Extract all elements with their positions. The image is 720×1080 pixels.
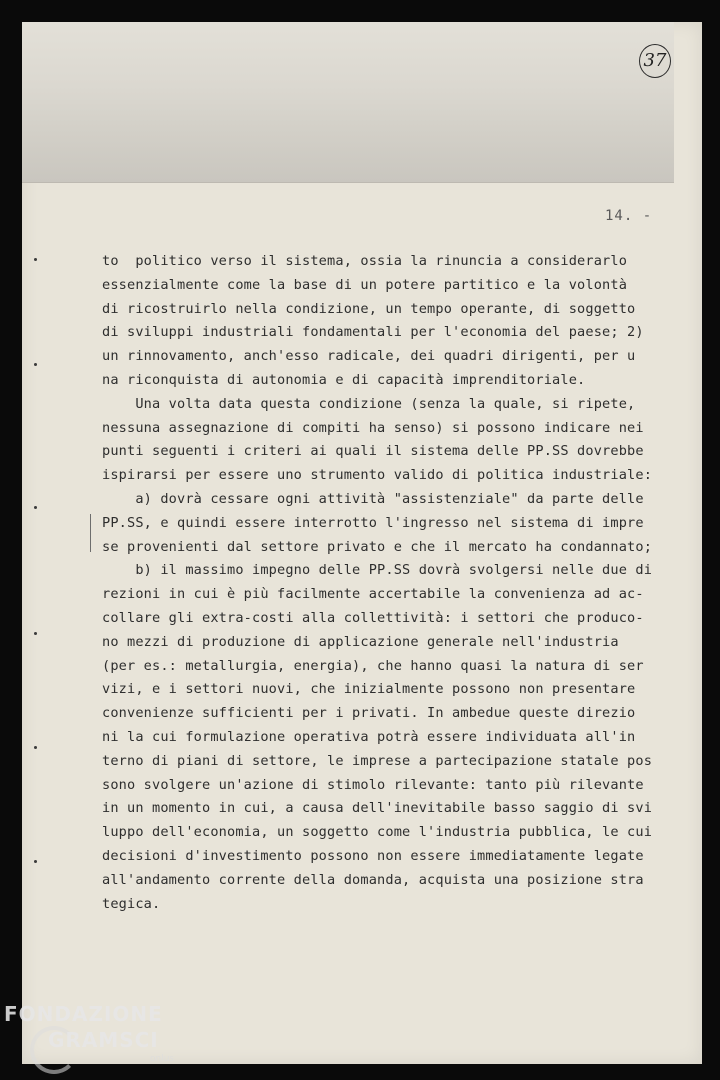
- typed-body-text: [102, 250, 672, 916]
- text-line: un rinnovamento, anch'esso radicale, dei quadri dirigenti, per u: [102, 348, 636, 365]
- text-line: nessuna assegnazione di compiti ha senso) si possono indicare nei: [102, 419, 644, 436]
- logo-line-2: GRAMSCI: [48, 1028, 159, 1052]
- margin-dot: [34, 860, 37, 863]
- text-line: decisioni d'investimento possono non essere immediatamente legate: [102, 847, 644, 864]
- margin-dot: [34, 363, 37, 366]
- text-line: to politico verso il sistema, ossia la rinuncia a considerarlo: [102, 253, 628, 269]
- text-line: sono svolgere un'azione di stimolo rilevante: tanto più rilevante: [102, 776, 644, 793]
- margin-dot: [34, 746, 37, 749]
- text-line: no mezzi di produzione di applicazione generale nell'industria: [102, 633, 619, 650]
- text-line: tegica.: [102, 895, 161, 912]
- margin-dot: [34, 632, 37, 635]
- logo-line-1: FONDAZIONE: [4, 1002, 163, 1026]
- text-line: a) dovrà cessare ogni attività "assistenziale" da parte delle: [102, 490, 644, 507]
- page-number: 14. -: [605, 208, 653, 224]
- archive-stamp-number: 37: [639, 44, 671, 78]
- text-line: luppo dell'economia, un soggetto come l'industria pubblica, le cui: [102, 824, 653, 841]
- text-line: di sviluppi industriali fondamentali per l'economia del paese; 2): [102, 324, 644, 341]
- margin-bracket-mark: [90, 514, 95, 552]
- text-line: in un momento in cui, a causa dell'inevitabile basso saggio di svi: [102, 800, 653, 817]
- fondazione-gramsci-logo: [4, 1000, 204, 1076]
- text-line: all'andamento corrente della domanda, acquista una posizione stra: [102, 871, 644, 888]
- text-line: b) il massimo impegno delle PP.SS dovrà svolgersi nelle due di: [102, 562, 653, 579]
- text-line: convenienze sufficienti per i privati. In ambedue queste direzio: [102, 705, 636, 722]
- logo-line-3: onlus: [150, 1054, 175, 1064]
- text-line: di ricostruirlo nella condizione, un tempo operante, di soggetto: [102, 300, 636, 317]
- text-line: se provenienti dal settore privato e che il mercato ha condannato;: [102, 538, 653, 555]
- text-line: rezioni in cui è più facilmente accertabile la convenienza ad ac-: [102, 586, 644, 603]
- document-page: [22, 22, 702, 1064]
- text-line: (per es.: metallurgia, energia), che hanno quasi la natura di ser: [102, 657, 644, 674]
- text-line: essenzialmente come la base di un potere partitico e la volontà: [102, 276, 628, 293]
- text-line: vizi, e i settori nuovi, che inizialmente possono non presentare: [102, 681, 636, 698]
- text-line: terno di piani di settore, le imprese a partecipazione statale pos: [102, 752, 653, 769]
- text-line: punti seguenti i criteri ai quali il sistema delle PP.SS dovrebbe: [102, 443, 644, 460]
- text-line: ispirarsi per essere uno strumento valido di politica industriale:: [102, 467, 653, 484]
- text-line: na riconquista di autonomia e di capacità imprenditoriale.: [102, 371, 586, 388]
- margin-dot: [34, 506, 37, 509]
- text-line: PP.SS, e quindi essere interrotto l'ingresso nel sistema di impre: [102, 514, 644, 531]
- margin-dot: [34, 258, 37, 261]
- text-line: collare gli extra-costi alla collettività: i settori che produco-: [102, 609, 644, 626]
- text-line: ni la cui formulazione operativa potrà essere individuata all'in: [102, 728, 636, 745]
- photocopy-shadow-band: [22, 22, 674, 183]
- text-line: Una volta data questa condizione (senza la quale, si ripete,: [102, 395, 636, 412]
